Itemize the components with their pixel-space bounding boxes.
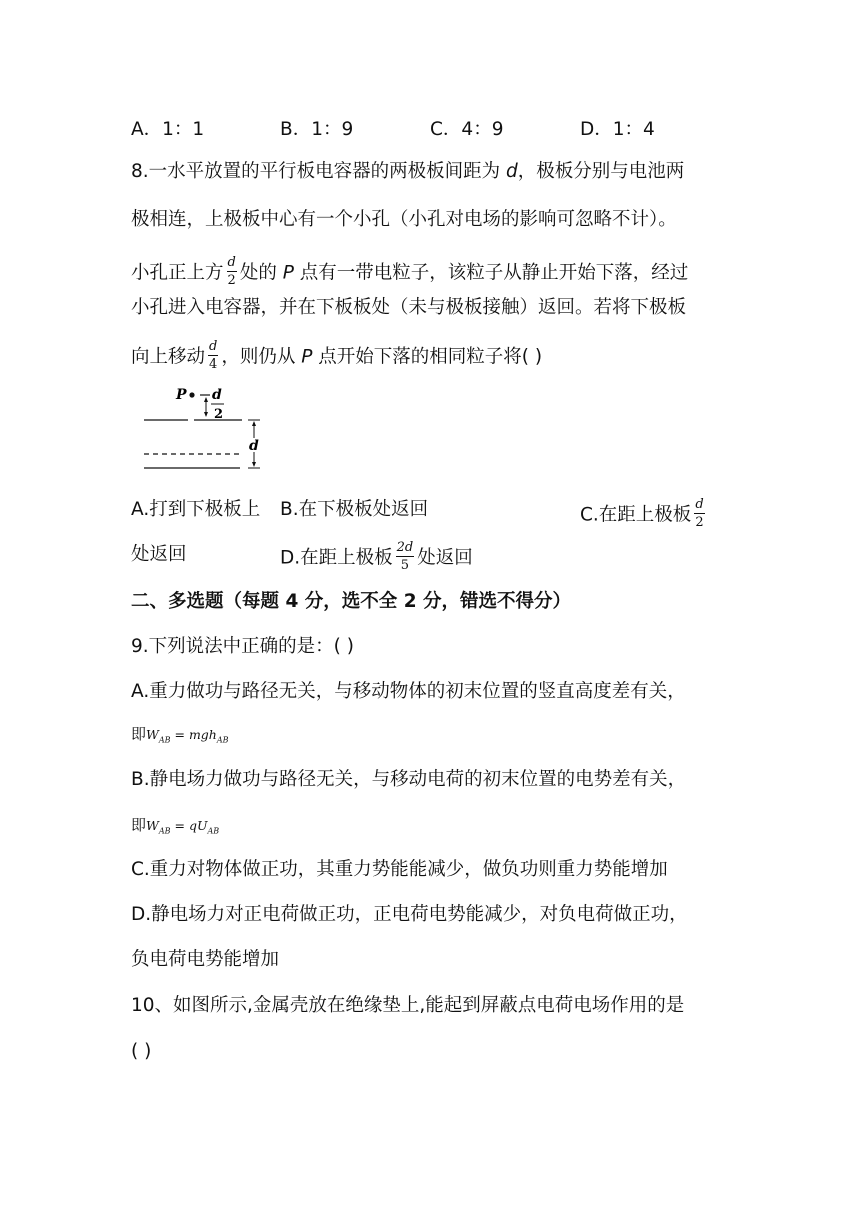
- q10-paren: ( ): [131, 1041, 152, 1062]
- figure-d-label: d: [249, 438, 259, 454]
- q8-option-d: D.在距上极板 $\frac{2d}{5}$ 处返回: [280, 540, 473, 573]
- q8-line-2: 极相连，上极板中心有一个小孔（小孔对电场的影响可忽略不计）。: [131, 209, 677, 230]
- q9-option-d-cont: 负电荷电势能增加: [131, 949, 280, 970]
- figure-two-label: 2: [214, 407, 224, 422]
- q9-option-c: C.重力对物体做正功，其重力势能能减少，做负功则重力势能增加: [131, 859, 668, 880]
- fraction-d-over-2: $\frac{d}{2}$: [695, 497, 704, 530]
- q8-option-c: C.在距上极板 $\frac{d}{2}$: [580, 497, 704, 530]
- q9-option-b-formula: 即$W_{AB} = qU_{AB}$: [131, 816, 220, 836]
- q9-option-a-formula: 即$W_{AB} = mgh_{AB}$: [131, 725, 229, 745]
- figure-p-label: P: [176, 387, 187, 403]
- q9-stem: 9.下列说法中正确的是：( ): [131, 636, 354, 657]
- arrow-head-down-full: [252, 462, 256, 467]
- fraction-d-over-2: $\frac{d}{2}$: [227, 255, 236, 288]
- q8-line-1: 8.一水平放置的平行板电容器的两极板间距为 d，极板分别与电池两: [131, 161, 685, 182]
- q7-option-d: D．1：4: [580, 119, 655, 140]
- q8-line-4: 小孔进入电容器，并在下板板处（未与极板接触）返回。若将下极板: [131, 297, 687, 318]
- arrow-head-up: [204, 397, 208, 402]
- q7-option-a: A．1：1: [131, 119, 205, 140]
- formula-w-qu: $W_{AB} = qU_{AB}$: [146, 818, 220, 836]
- q8-option-c-tail: 处返回: [131, 544, 187, 565]
- q8-line-5: 向上移动 $\frac{d}{4}$ ，则仍从 P 点开始下落的相同粒子将( ): [131, 339, 543, 372]
- figure-d-small-label: d: [212, 387, 222, 403]
- q7-option-b: B．1：9: [280, 119, 354, 140]
- q8-line-3: 小孔正上方 $\frac{d}{2}$ 处的 P 点有一带电粒子，该粒子从静止开始下落，经过: [131, 255, 689, 288]
- arrow-head-up-full: [252, 421, 256, 426]
- point-p: [189, 392, 194, 397]
- formula-w-mgh: $W_{AB} = mgh_{AB}$: [146, 727, 229, 745]
- q8-option-a: A.打到下极板上: [131, 499, 261, 520]
- capacitor-figure: [138, 382, 268, 474]
- fraction-2d-over-5: $\frac{2d}{5}$: [396, 540, 414, 573]
- q10-stem: 10、如图所示,金属壳放在绝缘垫上,能起到屏蔽点电荷电场作用的是: [131, 995, 685, 1016]
- q9-option-a: A.重力做功与路径无关，与移动物体的初末位置的竖直高度差有关，: [131, 681, 686, 702]
- q7-option-c: C．4：9: [430, 119, 504, 140]
- q9-option-d: D.静电场力对正电荷做正功，正电荷电势能减少，对负电荷做正功，: [131, 904, 688, 925]
- section-heading: 二、多选题（每题 4 分，选不全 2 分，错选不得分）: [131, 591, 572, 612]
- arrow-head-down: [204, 412, 208, 417]
- var-d: d: [506, 161, 518, 182]
- fraction-d-over-4: $\frac{d}{4}$: [209, 339, 218, 372]
- q8-option-b: B.在下极板处返回: [280, 499, 429, 520]
- q9-option-b: B.静电场力做功与路径无关，与移动电荷的初末位置的电势差有关，: [131, 769, 687, 790]
